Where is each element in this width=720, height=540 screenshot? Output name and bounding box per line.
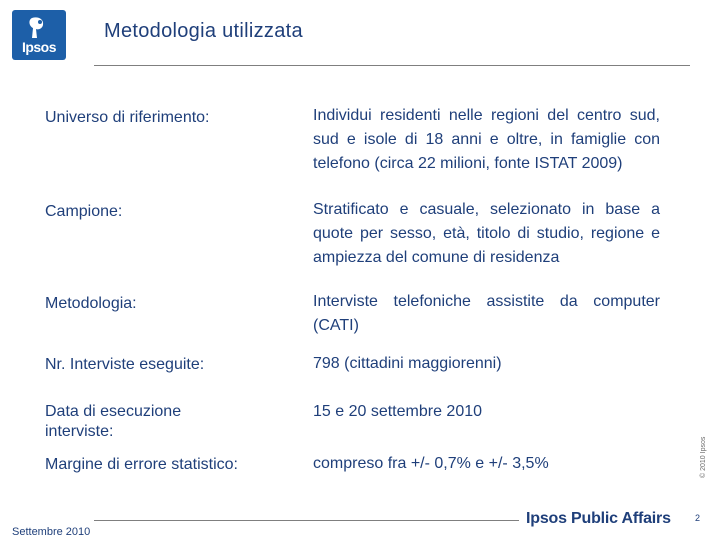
footer-brand: Ipsos Public Affairs [526, 510, 671, 527]
page-title: Metodologia utilizzata [104, 20, 303, 42]
row-value-universo: Individui residenti nelle regioni del centro sud, sud e isole di 18 anni e oltre, in famiglie con telefono (circa 22 milioni, fonte ISTAT 2009) [313, 107, 660, 172]
logo-figure-icon [26, 16, 48, 40]
row-label-campione: Campione: [45, 203, 123, 220]
row-value-metodologia: Interviste telefoniche assistite da computer (CATI) [313, 293, 660, 334]
row-label-margine: Margine di errore statistico: [45, 456, 238, 473]
row-label-universo: Universo di riferimento: [45, 109, 210, 126]
title-divider [94, 65, 690, 66]
logo-text: Ipsos [21, 39, 57, 55]
copyright-text: © 2010 Ipsos [700, 436, 707, 478]
row-value-margine: compreso fra +/- 0,7% e +/- 3,5% [313, 455, 549, 472]
row-label-data: Data di esecuzione interviste: [45, 403, 182, 440]
page-number: 2 [695, 513, 701, 523]
row-value-data: 15 e 20 settembre 2010 [313, 403, 483, 420]
row-label-metodologia: Metodologia: [45, 295, 137, 312]
row-label-interviste: Nr. Interviste eseguite: [45, 356, 205, 373]
ipsos-logo [12, 10, 66, 60]
row-value-campione: Stratificato e casuale, selezionato in base a quote per sesso, età, titolo di studio, regione e ampiezza del comune di residenza [313, 201, 660, 266]
footer-date: Settembre 2010 [12, 526, 91, 538]
footer-divider [94, 520, 519, 521]
row-value-interviste: 798 (cittadini maggiorenni) [313, 355, 502, 372]
